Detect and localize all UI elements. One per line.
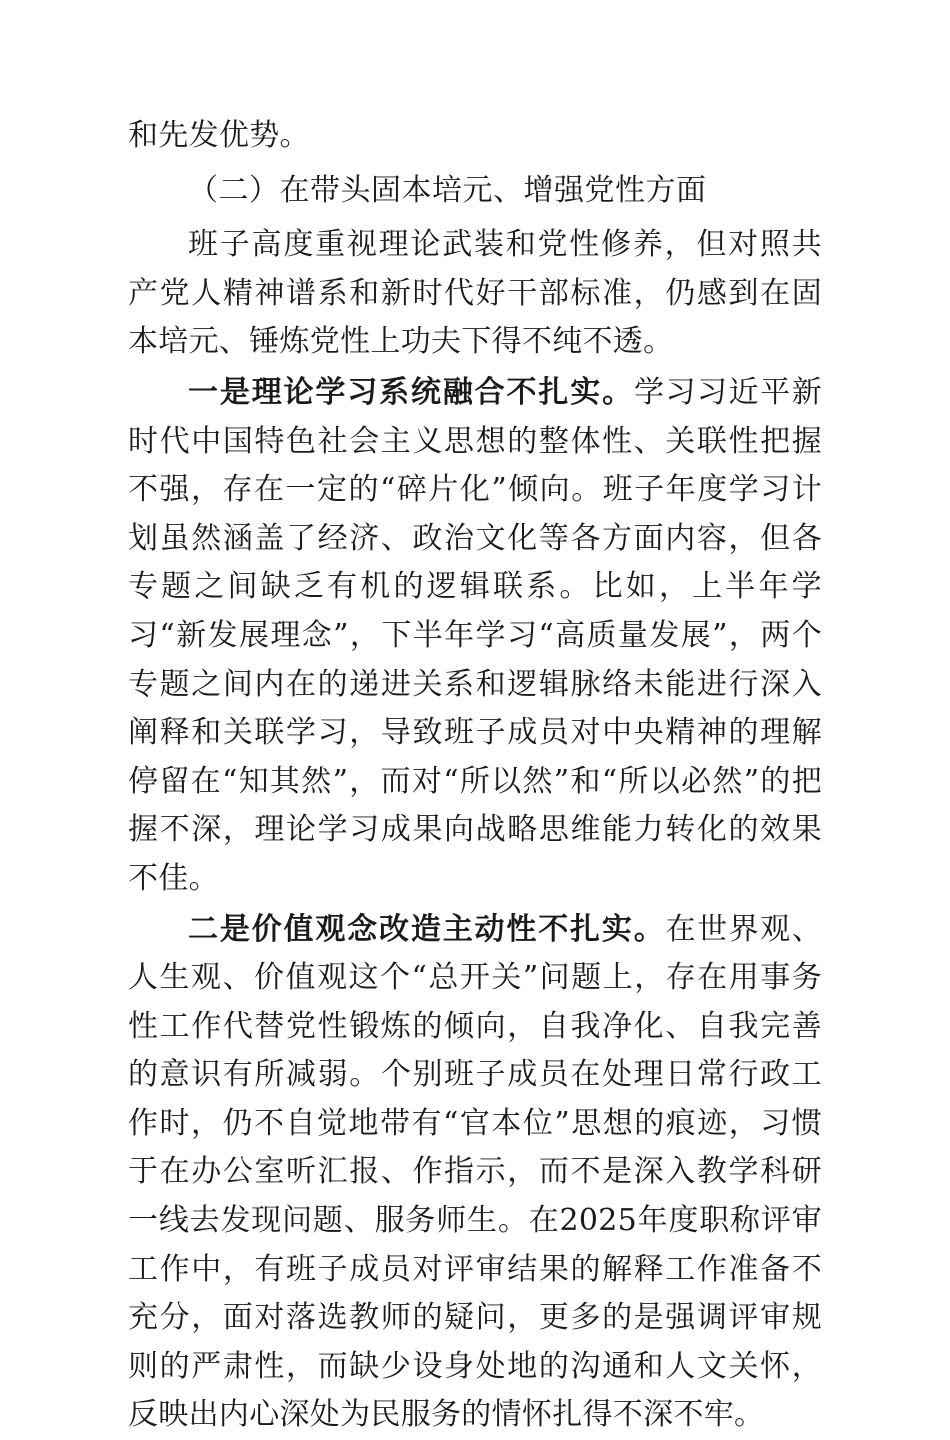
point-one-lead: 一是理论学习系统融合不扎实。	[188, 375, 634, 410]
point-two-lead: 二是价值观念改造主动性不扎实。	[188, 912, 666, 947]
section-heading: （二）在带头固本培元、增强党性方面	[128, 167, 822, 216]
paragraph-carryover: 和先发优势。	[128, 112, 822, 161]
point-two-text: 在世界观、人生观、价值观这个“总开关”问题上，存在用事务性工作代替党性锻炼的倾向，自我净化、自我完善的意识有所减弱。个别班子成员在处理日常行政工作时，仍不自觉地带有“官本位”思想的痕迹，习惯于在办公室听汇报、作指示，而不是深入教学科研一线去发现问题、服务师生。在2025年度职称评审工作中，有班子成员对评审结果的解释工作准备不充分，面对落选教师的疑问，更多的是强调评审规则的严肃性，而缺少设身处地的沟通和人文关怀，反映出内心深处为民服务的情怀扎得不深不牢。	[128, 912, 822, 1433]
paragraph-point-one	[128, 369, 822, 904]
paragraph-point-two	[128, 906, 822, 1440]
document-body	[128, 112, 822, 1440]
paragraph-section-intro: 班子高度重视理论武装和党性修养，但对照共产党人精神谱系和新时代好干部标准，仍感到在固本培元、锤炼党性上功夫下得不纯不透。	[128, 221, 822, 367]
point-one-text: 学习习近平新时代中国特色社会主义思想的整体性、关联性把握不强，存在一定的“碎片化”倾向。班子年度学习计划虽然涵盖了经济、政治文化等各方面内容，但各专题之间缺乏有机的逻辑联系。比如，上半年学习“新发展理念”，下半年学习“高质量发展”，两个专题之间内在的递进关系和逻辑脉络未能进行深入阐释和关联学习，导致班子成员对中央精神的理解停留在“知其然”，而对“所以然”和“所以必然”的把握不深，理论学习成果向战略思维能力转化的效果不佳。	[128, 375, 822, 896]
